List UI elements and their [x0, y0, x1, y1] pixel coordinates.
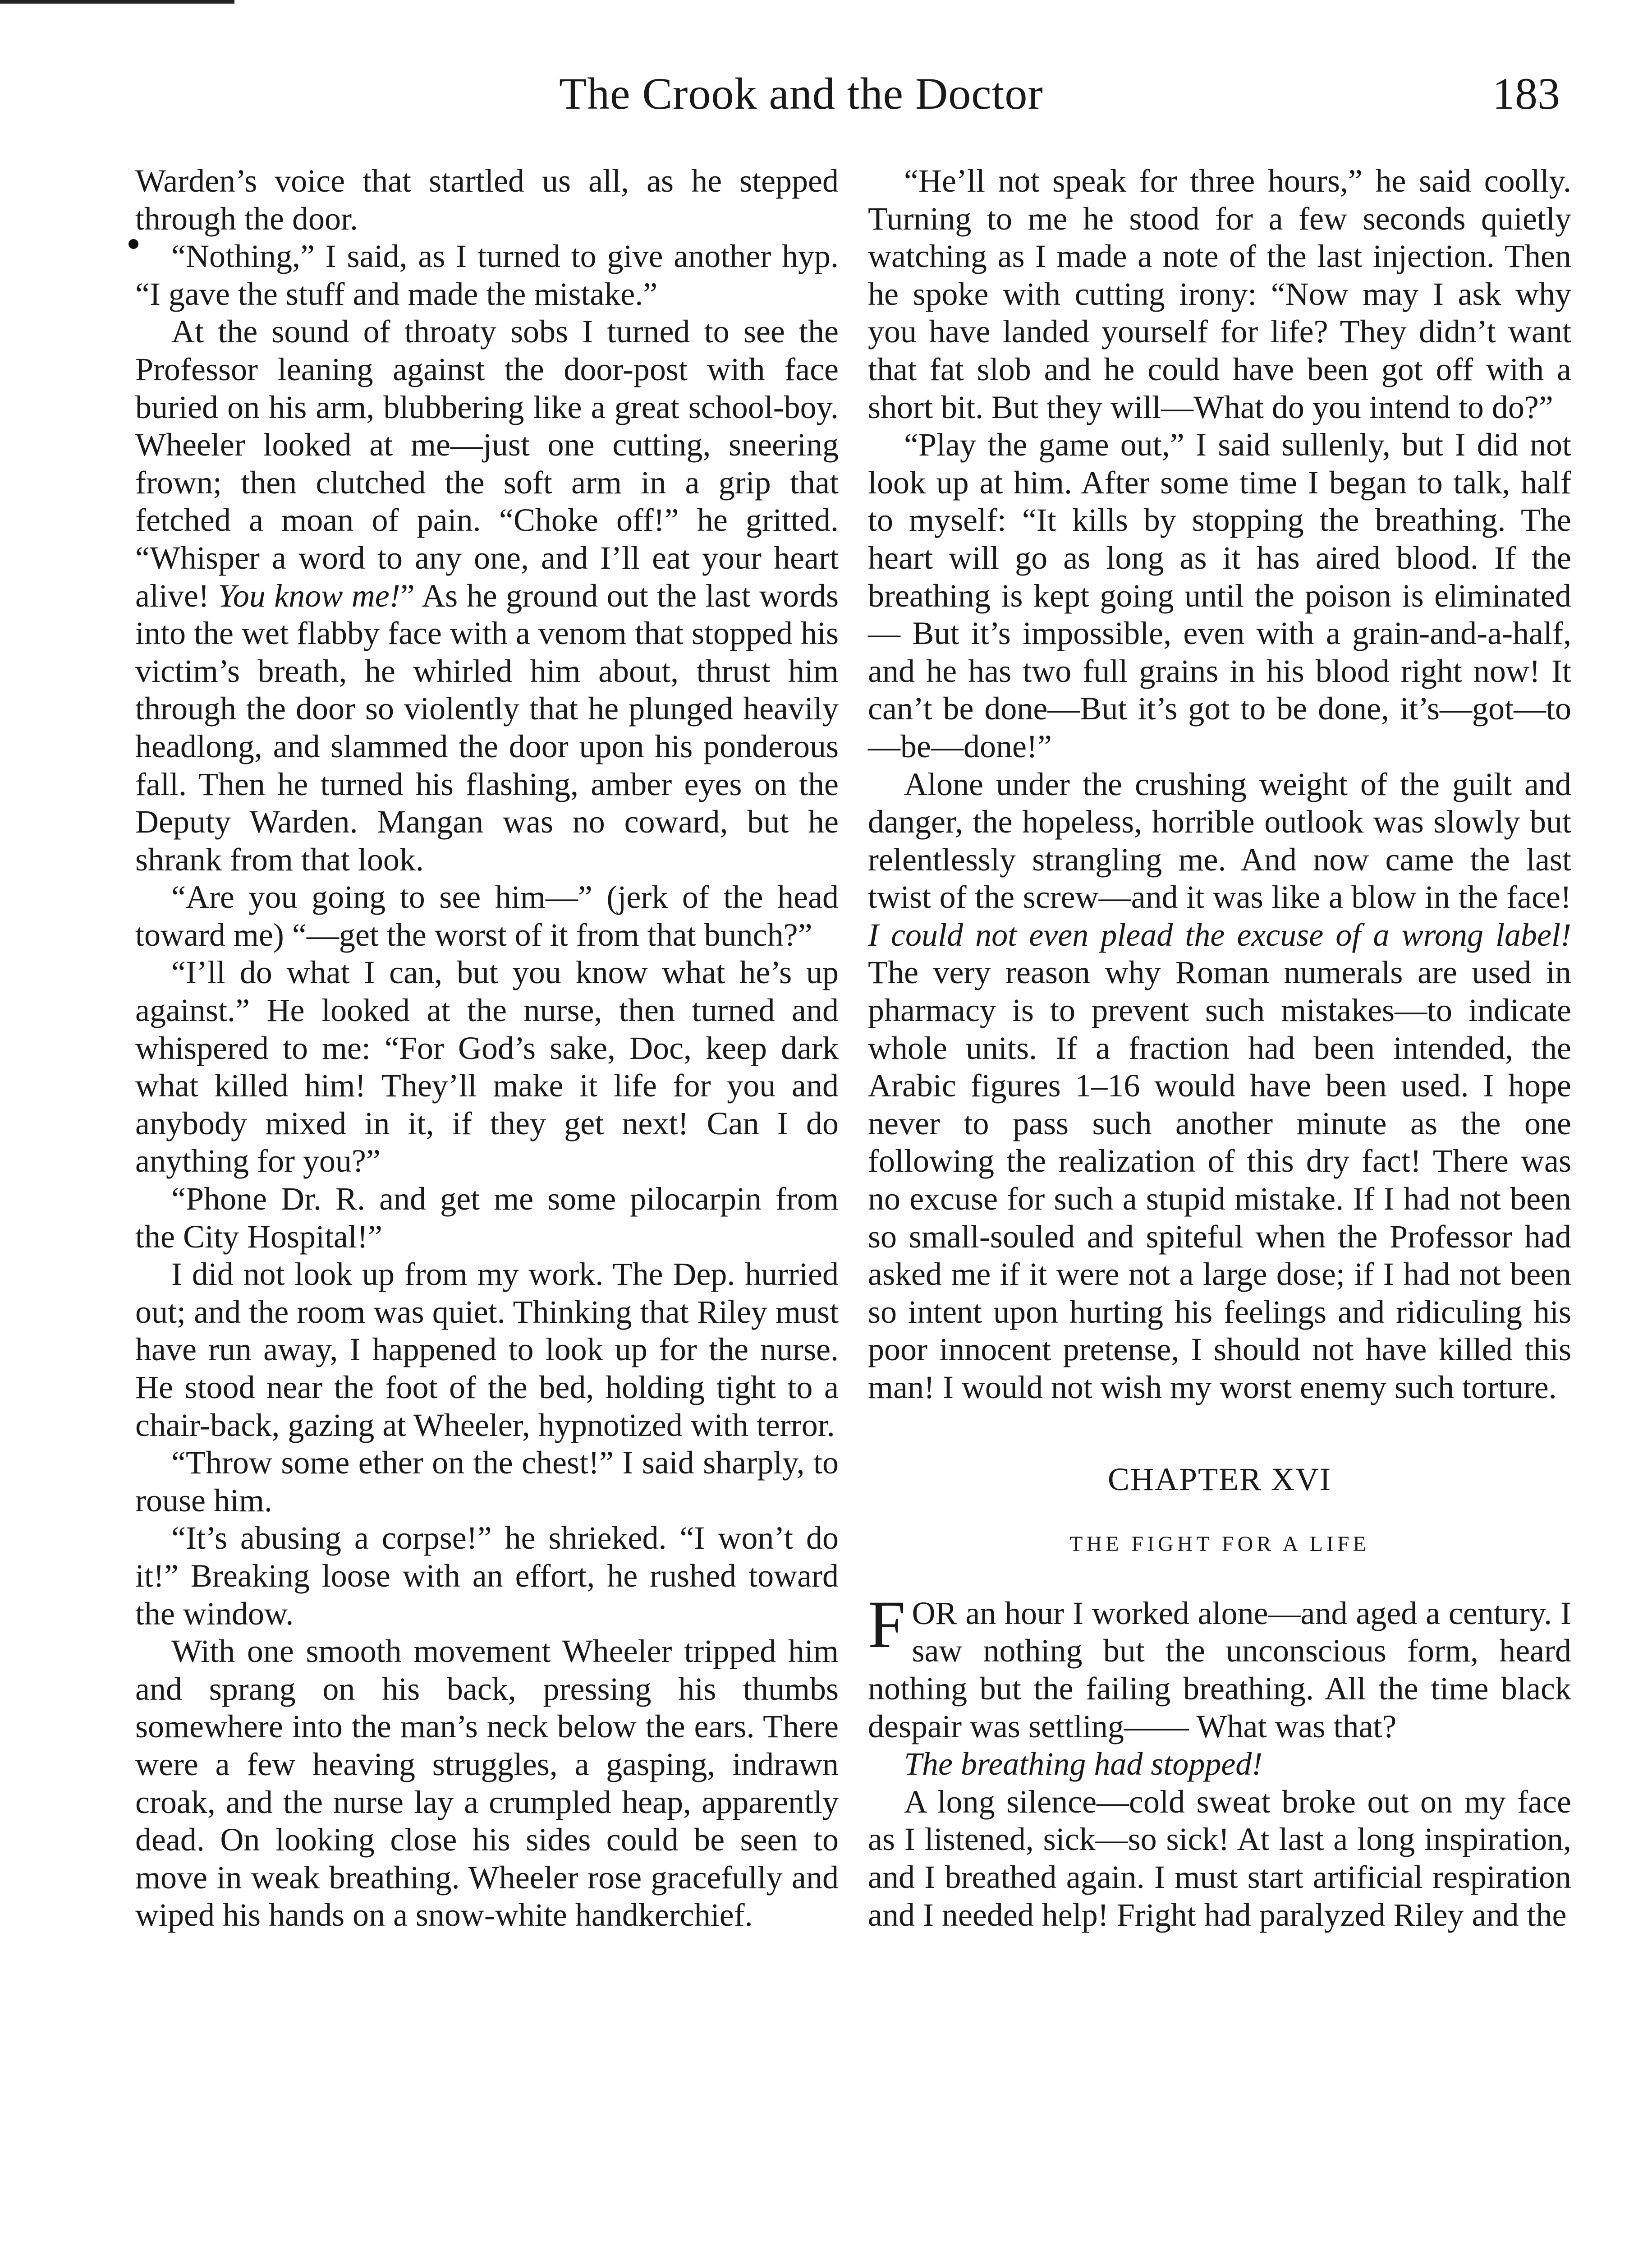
top-rule — [0, 0, 234, 4]
paragraph — [135, 162, 839, 238]
paragraph-text: Alone under the crushing weight of the guilt and danger, the hopeless, horrible outlook was slowly but relentlessly strangling me. And now came the last twist of the screw—and it was like a blow in the face! — [868, 766, 1571, 916]
chapter-opening-paragraph — [868, 1587, 1571, 1745]
paragraph — [135, 1444, 839, 1519]
running-head — [0, 68, 1652, 131]
paragraph-text: “I’ll do what I can, but you know what he’s up against.” He looked at the nurse, then turned and whispered to me: “For God’s sake, Doc, keep dark what killed him! They’ll make it life for you and anybody mixed in it, if they get next! Can I do anything for you?” — [135, 954, 839, 1179]
paragraph-text: ” As he ground out the last words into the wet flabby face with a venom that stopped his victim’s breath, he whirled him about, thrust him through the door so violently that he plunged heavily headlong, and slammed the door upon his ponderous fall. Then he turned his flashing, amber eyes on the Deputy Warden. Mangan was no coward, but he shrank from that look. — [135, 577, 839, 878]
right-column-paragraphs — [868, 162, 1571, 1407]
paragraph-text: The very reason why Roman numerals are used in pharmacy is to prevent such mistakes—to indicate whole units. If a fraction had been intended, the Arabic figures 1–16 would have been used. I hope never to pass such another minute as the one following the realization of this dry fact! There was no excuse for such a stupid mistake. If I had not been so small-souled and spiteful when the Professor had asked me if it were not a large dose; if I had not been so intent upon hurting his feelings and ridiculing his poor innocent pretense, I should not have killed this man! I would not wish my worst enemy such torture. — [868, 954, 1571, 1405]
paragraph-text: “He’ll not speak for three hours,” he said coolly. Turning to me he stood for a few seconds quietly watching as I made a note of the last injection. Then he spoke with cutting irony: “Now may I ask why you have landed yourself for life? They didn’t want that fat slob and he could have been got off with a short bit. But they will—What do you intend to do?” — [868, 163, 1571, 425]
paragraph — [135, 879, 839, 954]
paragraph-text: Warden’s voice that startled us all, as he stepped through the door. — [135, 163, 839, 237]
italic-line — [868, 1745, 1571, 1783]
paragraph — [135, 238, 839, 313]
paragraph — [135, 313, 839, 879]
paragraph — [135, 954, 839, 1180]
drop-cap: F — [868, 1587, 906, 1662]
paragraph-text: “Nothing,” I said, as I turned to give another hyp. “I gave the stuff and made the mistake.” — [135, 238, 839, 312]
paragraph — [868, 162, 1571, 426]
page-number: 183 — [1492, 69, 1560, 119]
paragraph-text: With one smooth movement Wheeler tripped him and sprang on his back, pressing his thumbs somewhere into the man’s neck below the ears. There were a few heaving struggles, a gasping, indrawn croak, and the nurse lay a crumpled heap, apparently dead. On looking close his sides could be seen to move in weak breathing. Wheeler rose gracefully and wiped his hands on a snow-white handkerchief. — [135, 1633, 839, 1933]
paragraph — [868, 426, 1571, 765]
paragraph-text: I did not look up from my work. The Dep. hurried out; and the room was quiet. Thinking that Riley must have run away, I happened to look up for the nurse. He stood near the foot of the bed, holding tight to a chair-back, gazing at Wheeler, hypnotized with terror. — [135, 1256, 839, 1443]
paragraph-text: “Play the game out,” I said sullenly, but I did not look up at him. After some time I began to talk, half to myself: “It kills by stopping the breathing. The heart will go as long as it has aired blood. If the breathing is kept going until the poison is eliminated— But it’s impossible, even with a grain-and-a-half, and he has two full grains in his blood right now! It can’t be done—But it’s got to be done, it’s—got—to—be—done!” — [868, 427, 1571, 764]
paragraph-text: “It’s abusing a corpse!” he shrieked. “I won’t do it!” Breaking loose with an effort, he rushed toward the window. — [135, 1520, 839, 1632]
paragraph-text: “Phone Dr. R. and get me some pilocarpin from the City Hospital!” — [135, 1181, 839, 1255]
paragraph-text: “Are you going to see him—” (jerk of the head toward me) “—get the worst of it from that bunch?” — [135, 879, 839, 953]
chapter-continuation: A long silence—cold sweat broke out on my face as I listened, sick—so sick! At last a long inspiration, and I breathed again. I must start artificial respiration and I needed help! Fright had paralyzed Riley and the — [868, 1783, 1571, 1933]
italic-line-text: The breathing had stopped! — [904, 1746, 1263, 1782]
chapter-opening-text: OR an hour I worked alone—and aged a century. I saw nothing but the unconscious form, heard nothing but the failing breathing. All the time black despair was settling—— What was that? — [868, 1595, 1571, 1744]
running-title: The Crook and the Doctor — [559, 69, 1043, 119]
left-column — [135, 162, 839, 1934]
paragraph-text: “Throw some ether on the chest!” I said sharply, to rouse him. — [135, 1445, 839, 1519]
paragraph-text: At the sound of throaty sobs I turned to see the Professor leaning against the door-post with face buried on his arm, blubbering like a great school-boy. Wheeler looked at me—just one cutting, sneering frown; then clutched the soft arm in a grip that fetched a moan of pain. “Choke off!” he gritted. “Whisper a word to any one, and I’ll eat your heart alive! — [135, 313, 839, 614]
italic-text: You know me! — [218, 577, 400, 614]
paragraph — [135, 1633, 839, 1934]
chapter-subtitle: THE FIGHT FOR A LIFE — [1069, 1532, 1370, 1556]
paragraph — [135, 1256, 839, 1444]
paragraph — [135, 1519, 839, 1633]
paragraph — [868, 766, 1571, 1407]
paragraph — [135, 1180, 839, 1256]
chapter-title: CHAPTER XVI — [1107, 1461, 1331, 1497]
italic-text: I could not even plead the excuse of a wrong label! — [868, 916, 1571, 953]
right-column — [868, 162, 1571, 1934]
